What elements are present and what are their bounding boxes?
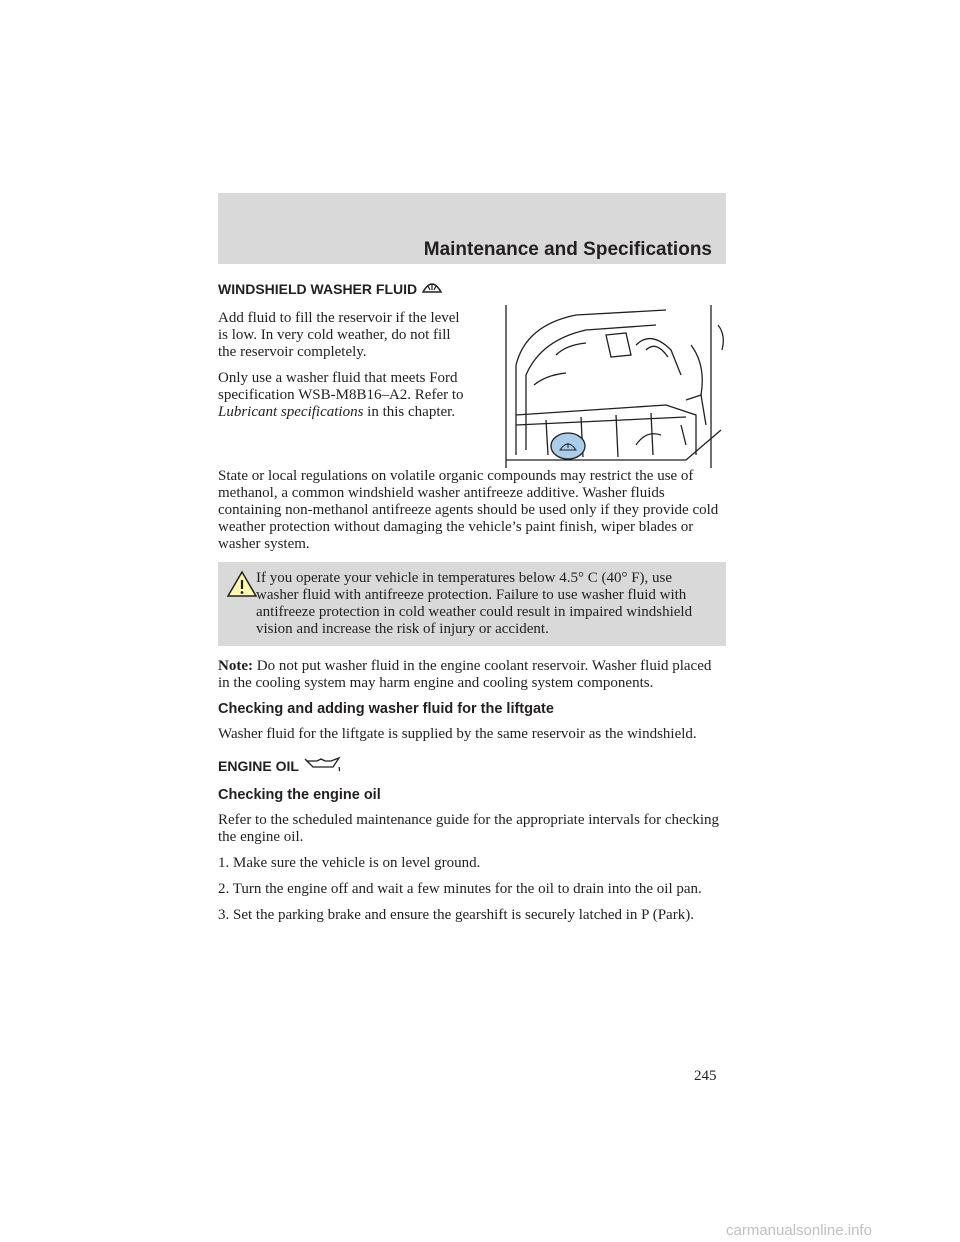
- page-content: [218, 278, 726, 933]
- washer-intro: [218, 278, 726, 468]
- warning-box: [218, 562, 726, 646]
- washer-heading: [218, 278, 726, 300]
- oil-can-icon: [303, 755, 343, 777]
- engine-oil-heading: [218, 755, 726, 777]
- oil-step-2: 2. Turn the engine off and wait a few minutes for the oil to drain into the oil pan.: [218, 881, 702, 897]
- washer-heading-text: WINDSHIELD WASHER FLUID: [218, 280, 418, 297]
- warning-text: If you operate your vehicle in temperatures below 4.5° C (40° F), use washer fluid with antifreeze protection. Failure to use washer fluid with antifreeze protection in cold weather could result in impaired windshield vision and increase the risk of injury or accident.: [256, 570, 693, 637]
- oil-step-3: 3. Set the parking brake and ensure the gearshift is securely latched in P (Park).: [218, 907, 694, 923]
- washer-para-3: State or local regulations on volatile organic compounds may restrict the use of methanol, a common windshield washer antifreeze additive. Washer fluids containing non-methanol antifreeze agents should be used only if they provide cold weather protection without damaging the vehicle’s paint finish, wiper blades or washer system.: [218, 468, 719, 552]
- washer-fluid-icon: [421, 278, 443, 300]
- oil-para: Refer to the scheduled maintenance guide for the appropriate intervals for checking the engine oil.: [218, 812, 720, 845]
- header-band: [218, 193, 726, 264]
- washer-intro-text: [218, 310, 468, 421]
- lubricant-spec-ref: Lubricant specifications: [218, 404, 364, 420]
- watermark: carmanualsonline.info: [726, 1222, 872, 1239]
- engine-oil-heading-text: ENGINE OIL: [218, 757, 299, 774]
- note-text: Do not put washer fluid in the engine coolant reservoir. Washer fluid placed in the cooling system may harm engine and cooling system components.: [218, 658, 712, 691]
- section-title: Maintenance and Specifications: [423, 239, 712, 260]
- liftgate-para: Washer fluid for the liftgate is supplied by the same reservoir as the windshield.: [218, 726, 697, 742]
- liftgate-heading: Checking and adding washer fluid for the liftgate: [218, 701, 554, 717]
- page-number: 245: [694, 1068, 717, 1084]
- washer-para-1: Add fluid to fill the reservoir if the level is low. In very cold weather, do not fill the reservoir completely.: [218, 310, 460, 360]
- note-label: Note:: [218, 658, 253, 674]
- oil-step-1: 1. Make sure the vehicle is on level ground.: [218, 855, 481, 871]
- checking-oil-heading: Checking the engine oil: [218, 787, 381, 803]
- washer-para-2-b: in this chapter.: [367, 404, 456, 420]
- warning-triangle-icon: [226, 570, 258, 598]
- engine-bay-illustration: [486, 305, 726, 468]
- washer-para-2: [218, 370, 468, 421]
- washer-para-2-a: Only use a washer fluid that meets Ford specification WSB-M8B16–A2. Refer to: [218, 370, 464, 403]
- note-paragraph: [218, 658, 726, 692]
